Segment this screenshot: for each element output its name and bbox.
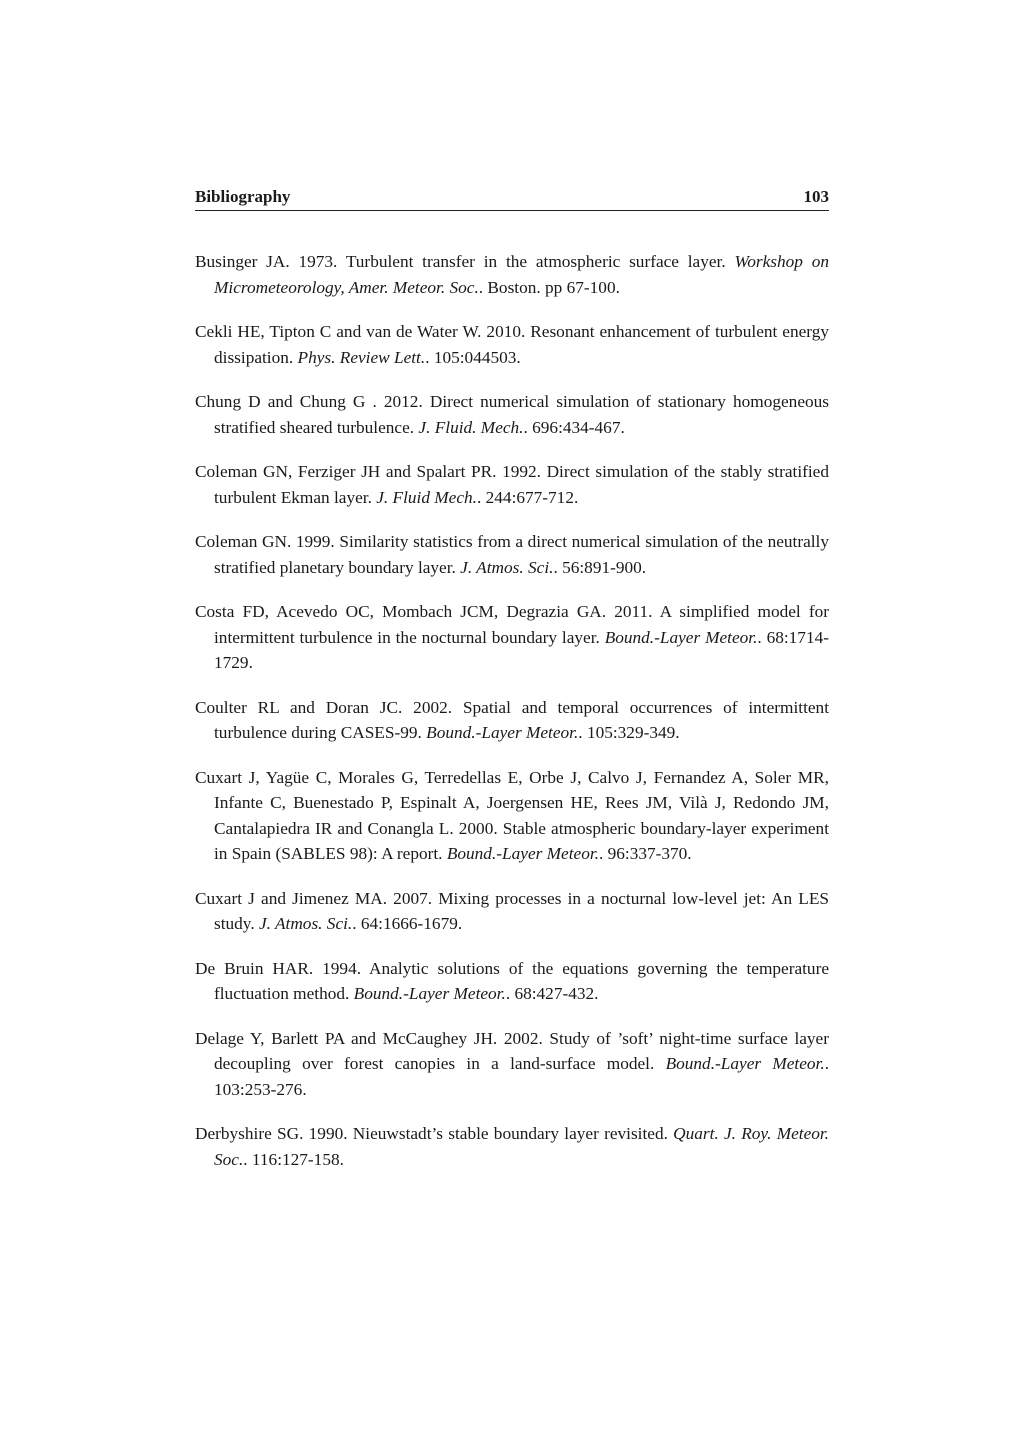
reference-details: . 56:891-900. [553, 557, 647, 577]
reference-list [195, 249, 829, 1172]
reference-source: Workshop on Micrometeorology, Amer. Meteor. Soc. [214, 252, 830, 297]
page-number: 103 [803, 187, 829, 206]
reference-source: Bound.-Layer Meteor. [446, 844, 599, 863]
reference-text: Coleman GN, Ferziger JH and Spalart PR. 1992. Direct simulation of the stably stratified turbulent Ekman layer. [195, 462, 829, 507]
reference-entry [195, 459, 829, 510]
reference-text: Coleman GN. 1999. Similarity statistics from a direct numerical simulation of the neutrally stratified planetary boundary layer. [195, 532, 829, 577]
reference-details: . 68:1714-1729. [214, 627, 829, 672]
reference-text: Businger JA. 1973. Turbulent transfer in the atmospheric surface layer. [195, 252, 735, 271]
reference-entry [195, 389, 829, 440]
reference-entry [195, 956, 829, 1007]
reference-entry [195, 1026, 829, 1103]
reference-entry [195, 1121, 829, 1172]
reference-text: Delage Y, Barlett PA and McCaughey JH. 2002. Study of ’soft’ night-time surface layer decoupling over forest canopies in a land-surface model. [195, 1028, 829, 1073]
reference-text: Chung D and Chung G . 2012. Direct numerical simulation of stationary homogeneous stratified sheared turbulence. [195, 392, 829, 437]
reference-text: Cekli HE, Tipton C and van de Water W. 2010. Resonant enhancement of turbulent energy dissipation. [195, 322, 829, 367]
reference-source: Quart. J. Roy. Meteor. Soc. [214, 1124, 830, 1169]
reference-entry [195, 599, 829, 676]
book-page [195, 186, 829, 1191]
reference-entry [195, 249, 829, 300]
reference-details: . 96:337-370. [598, 844, 692, 863]
reference-source: Bound.-Layer Meteor. [353, 984, 506, 1003]
reference-details: . 103:253-276. [214, 1054, 830, 1099]
reference-entry [195, 695, 829, 746]
reference-source: Bound.-Layer Meteor. [665, 1054, 825, 1073]
reference-details: . 105:044503. [425, 347, 521, 367]
reference-entry [195, 765, 829, 867]
reference-text: Costa FD, Acevedo OC, Mombach JCM, Degrazia GA. 2011. A simplified model for intermittent turbulence in the nocturnal boundary layer. [195, 602, 829, 647]
reference-text: De Bruin HAR. 1994. Analytic solutions of the equations governing the temperature fluctuation method. [195, 958, 829, 1003]
reference-entry [195, 319, 829, 370]
reference-details: . 116:127-158. [243, 1149, 344, 1169]
reference-text: Derbyshire SG. 1990. Nieuwstadt’s stable boundary layer revisited. [195, 1124, 674, 1143]
reference-text: Cuxart J and Jimenez MA. 2007. Mixing processes in a nocturnal low-level jet: An LES study. [195, 888, 829, 933]
reference-entry [195, 529, 829, 580]
reference-source: J. Atmos. Sci. [460, 557, 554, 577]
reference-text: Cuxart J, Yagüe C, Morales G, Terredellas E, Orbe J, Calvo J, Fernandez A, Soler MR, Infante C, Buenestado P, Espinalt A, Joergensen HE, Rees JM, Vilà J, Redondo JM, Cantalapiedra IR and Conangla L. 2000. Stable atmospheric boundary-layer experiment in Spain (SABLES 98): A report. [195, 767, 829, 863]
section-title: Bibliography [195, 187, 291, 206]
reference-source: J. Fluid. Mech. [418, 417, 524, 437]
reference-source: Bound.-Layer Meteor. [604, 627, 758, 647]
reference-text: Coulter RL and Doran JC. 2002. Spatial and temporal occurrences of intermittent turbulence during CASES-99. [195, 697, 829, 742]
reference-details: . 68:427-432. [505, 984, 599, 1003]
reference-details: . 696:434-467. [523, 417, 625, 437]
reference-source: J. Atmos. Sci. [258, 914, 353, 933]
reference-details: . Boston. pp 67-100. [478, 277, 620, 297]
reference-details: . 105:329-349. [578, 723, 680, 742]
reference-details: . 244:677-712. [477, 487, 579, 507]
reference-source: Phys. Review Lett. [297, 347, 426, 367]
running-header [195, 186, 829, 211]
reference-details: . 64:1666-1679. [352, 914, 463, 933]
reference-entry [195, 886, 829, 937]
reference-source: J. Fluid Mech. [376, 487, 477, 507]
reference-source: Bound.-Layer Meteor. [426, 723, 579, 742]
